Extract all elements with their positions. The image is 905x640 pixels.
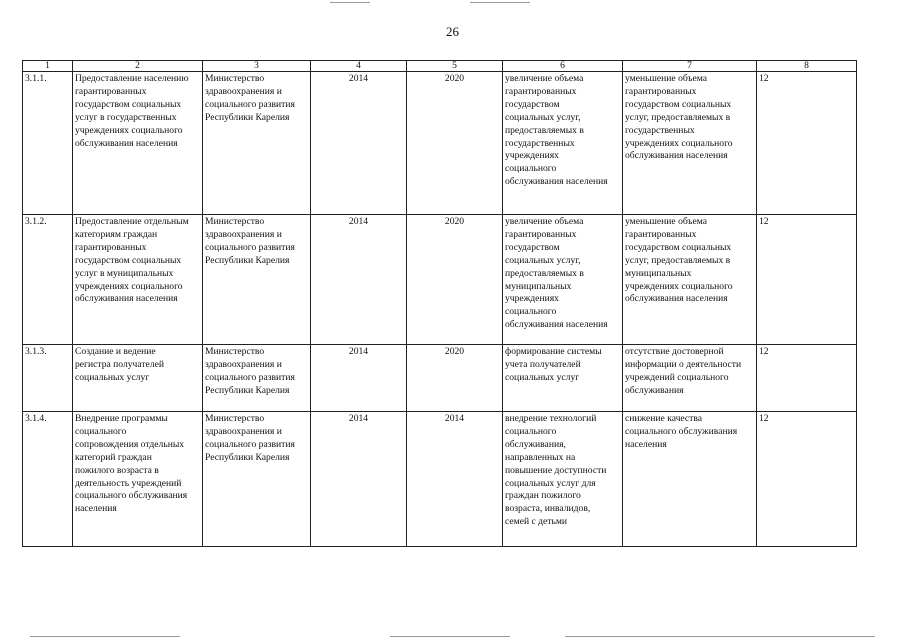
non-implementation-consequence: снижение качества социального обслуживания населения [623, 412, 757, 547]
column-header-1: 1 [23, 61, 73, 72]
related-indicator: 12 [757, 412, 857, 547]
expected-result: увеличение объема гарантированных государством социальных услуг, предоставляемых в государственных учреждениях социального обслуживания населения [503, 72, 623, 215]
row-number: 3.1.4. [23, 412, 73, 547]
start-year: 2014 [311, 215, 407, 345]
scan-artifact-bottom-1 [30, 636, 180, 637]
expected-result: внедрение технологий социального обслуживания, направленных на повышение доступности социальных услуг для граждан пожилого возраста, инвалидов, семей с детьми [503, 412, 623, 547]
column-header-8: 8 [757, 61, 857, 72]
end-year: 2020 [407, 215, 503, 345]
row-number: 3.1.3. [23, 345, 73, 412]
related-indicator: 12 [757, 345, 857, 412]
row-number: 3.1.2. [23, 215, 73, 345]
column-header-5: 5 [407, 61, 503, 72]
measure-name: Внедрение программы социального сопровождения отдельных категорий граждан пожилого возраста в деятельность учреждений социального обслуживания населения [73, 412, 203, 547]
header-row [23, 61, 857, 72]
expected-result: увеличение объема гарантированных государством социальных услуг, предоставляемых в муниципальных учреждениях социального обслуживания населения [503, 215, 623, 345]
start-year: 2014 [311, 72, 407, 215]
row-number: 3.1.1. [23, 72, 73, 215]
end-year: 2020 [407, 345, 503, 412]
start-year: 2014 [311, 345, 407, 412]
scan-artifact-bottom-3 [565, 636, 875, 637]
executor: Министерство здравоохранения и социального развития Республики Карелия [203, 412, 311, 547]
scan-artifact-top-2 [470, 2, 530, 3]
non-implementation-consequence: отсутствие достоверной информации о деятельности учреждений социального обслуживания [623, 345, 757, 412]
executor: Министерство здравоохранения и социального развития Республики Карелия [203, 72, 311, 215]
start-year: 2014 [311, 412, 407, 547]
scan-artifact-top-1 [330, 2, 370, 3]
measure-name: Предоставление населению гарантированных государством социальных услуг в государственных учреждениях социального обслуживания населения [73, 72, 203, 215]
expected-result: формирование системы учета получателей социальных услуг [503, 345, 623, 412]
end-year: 2020 [407, 72, 503, 215]
column-header-4: 4 [311, 61, 407, 72]
related-indicator: 12 [757, 72, 857, 215]
scan-artifact-bottom-2 [390, 636, 510, 637]
table-row [23, 215, 857, 345]
executor: Министерство здравоохранения и социального развития Республики Карелия [203, 345, 311, 412]
non-implementation-consequence: уменьшение объема гарантированных государством социальных услуг, предоставляемых в муниципальных учреждениях социального обслуживания населения [623, 215, 757, 345]
end-year: 2014 [407, 412, 503, 547]
non-implementation-consequence: уменьшение объема гарантированных государством социальных услуг, предоставляемых в государственных учреждениях социального обслуживания населения [623, 72, 757, 215]
table-row [23, 345, 857, 412]
measure-name: Создание и ведение регистра получателей социальных услуг [73, 345, 203, 412]
executor: Министерство здравоохранения и социального развития Республики Карелия [203, 215, 311, 345]
column-header-2: 2 [73, 61, 203, 72]
table-row [23, 72, 857, 215]
related-indicator: 12 [757, 215, 857, 345]
table-row [23, 412, 857, 547]
column-header-3: 3 [203, 61, 311, 72]
column-header-7: 7 [623, 61, 757, 72]
program-measures-table [22, 60, 857, 547]
column-header-6: 6 [503, 61, 623, 72]
measure-name: Предоставление отдельным категориям граждан гарантированных государством социальных услуг в муниципальных учреждениях социального обслуживания населения [73, 215, 203, 345]
page-number: 26 [446, 24, 459, 39]
